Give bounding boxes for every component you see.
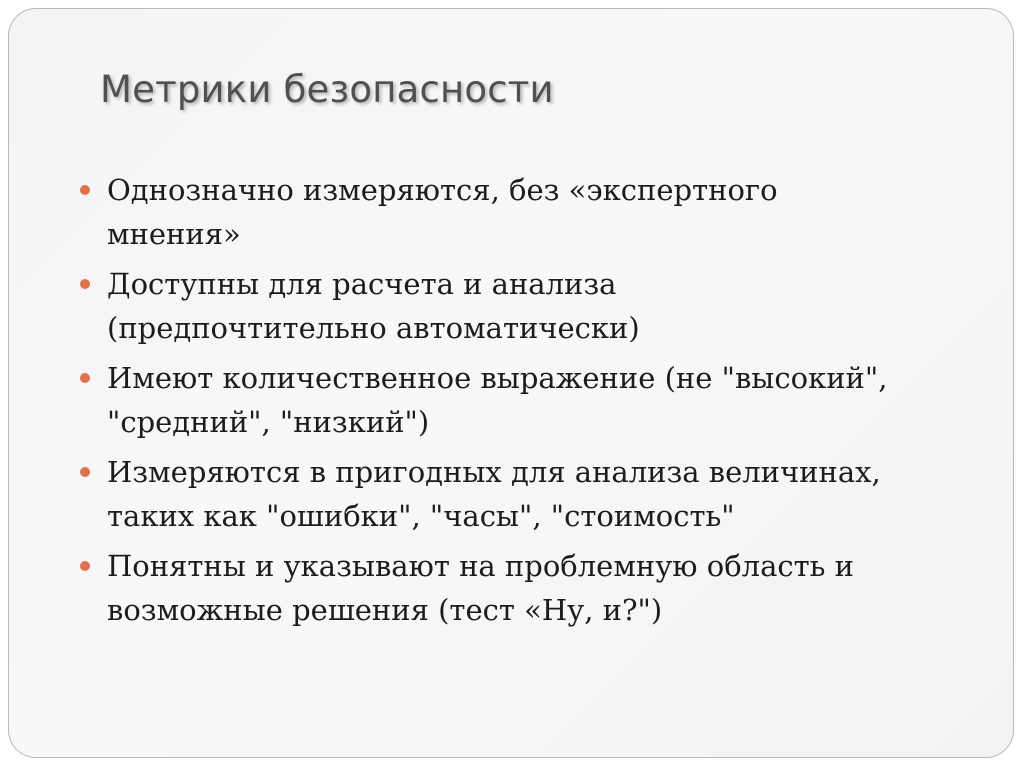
bullet-line: Измеряются в пригодных для анализа величинах, — [107, 455, 881, 489]
bullet-item — [76, 168, 976, 256]
bullet-item — [76, 262, 976, 350]
bullet-item — [76, 356, 976, 444]
bullet-dot-icon — [80, 279, 90, 289]
bullet-line: Однозначно измеряются, без «экспертного — [107, 173, 778, 207]
bullet-line: возможные решения (тест «Ну, и?") — [107, 593, 663, 627]
bullet-line: Понятны и указывают на проблемную область и — [107, 549, 854, 583]
bullet-line: мнения» — [107, 217, 241, 251]
bullet-dot-icon — [80, 185, 90, 195]
bullet-list — [76, 168, 976, 638]
bullet-dot-icon — [80, 561, 90, 571]
bullet-line: "средний", "низкий") — [107, 405, 430, 439]
bullet-dot-icon — [80, 373, 90, 383]
bullet-line: Имеют количественное выражение (не "высокий", — [107, 361, 888, 395]
slide-title: Метрики безопасности — [100, 68, 554, 111]
bullet-line: таких как "ошибки", "часы", "стоимость" — [107, 499, 735, 533]
bullet-line: (предпочтительно автоматически) — [107, 311, 640, 345]
bullet-dot-icon — [80, 467, 90, 477]
bullet-line: Доступны для расчета и анализа — [107, 267, 617, 301]
bullet-item — [76, 544, 976, 632]
bullet-item — [76, 450, 976, 538]
